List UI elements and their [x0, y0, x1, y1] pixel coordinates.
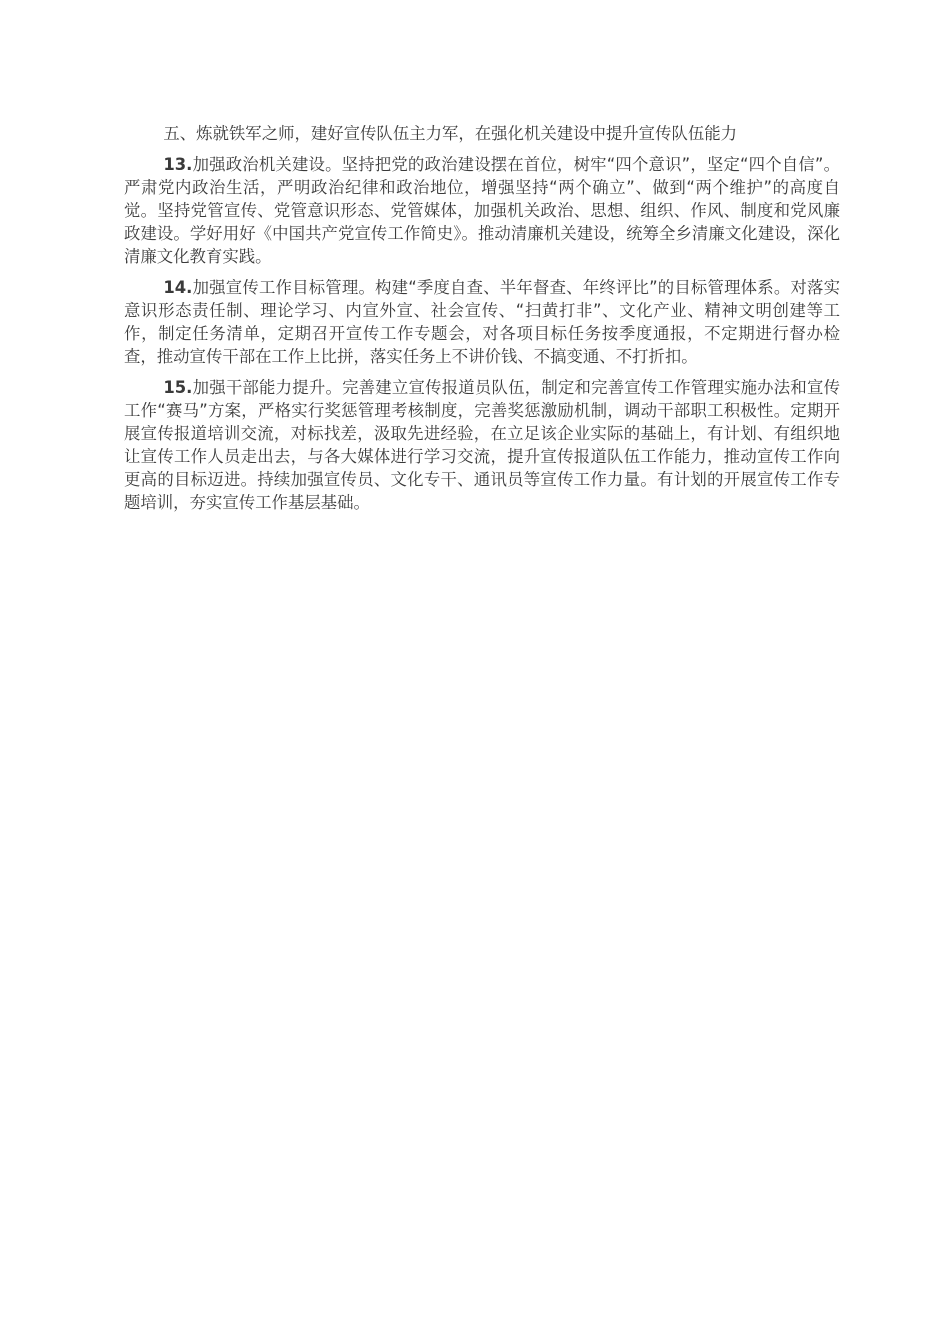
- item-15-text: 加强干部能力提升。完善建立宣传报道员队伍，制定和完善宣传工作管理实施办法和宣传工作“赛马”方案，严格实行奖惩管理考核制度，完善奖惩激励机制，调动干部职工积极性。定期开展宣传报道培训交流，对标找差，汲取先进经验，在立足该企业实际的基础上，有计划、有组织地让宣传工作人员走出去，与各大媒体进行学习交流，提升宣传报道队伍工作能力，推动宣传工作向更高的目标迈进。持续加强宣传员、文化专干、通讯员等宣传工作力量。有计划的开展宣传工作专题培训，夯实宣传工作基层基础。: [124, 378, 840, 512]
- item-15-number: 15.: [163, 378, 193, 397]
- item-13-text: 加强政治机关建设。坚持把党的政治建设摆在首位，树牢“四个意识”，坚定“四个自信”。严肃党内政治生活，严明政治纪律和政治地位，增强坚持“两个确立”、做到“两个维护”的高度自觉。坚持党管宣传、党管意识形态、党管媒体，加强机关政治、思想、组织、作风、制度和党风廉政建设。学好用好《中国共产党宣传工作简史》。推动清廉机关建设，统筹全乡清廉文化建设，深化清廉文化教育实践。: [124, 155, 840, 266]
- document-body: [124, 122, 840, 522]
- item-13-paragraph: [124, 153, 840, 268]
- item-14-number: 14.: [163, 278, 193, 297]
- item-15-paragraph: [124, 376, 840, 514]
- section-heading: 五、炼就铁军之师，建好宣传队伍主力军，在强化机关建设中提升宣传队伍能力: [163, 124, 738, 143]
- item-14-paragraph: [124, 276, 840, 368]
- item-14-text: 加强宣传工作目标管理。构建“季度自查、半年督查、年终评比”的目标管理体系。对落实意识形态责任制、理论学习、内宣外宣、社会宣传、“扫黄打非”、文化产业、精神文明创建等工作，制定任务清单，定期召开宣传工作专题会，对各项目标任务按季度通报，不定期进行督办检查，推动宣传干部在工作上比拼，落实任务上不讲价钱、不搞变通、不打折扣。: [124, 278, 840, 366]
- item-13-number: 13.: [163, 155, 193, 174]
